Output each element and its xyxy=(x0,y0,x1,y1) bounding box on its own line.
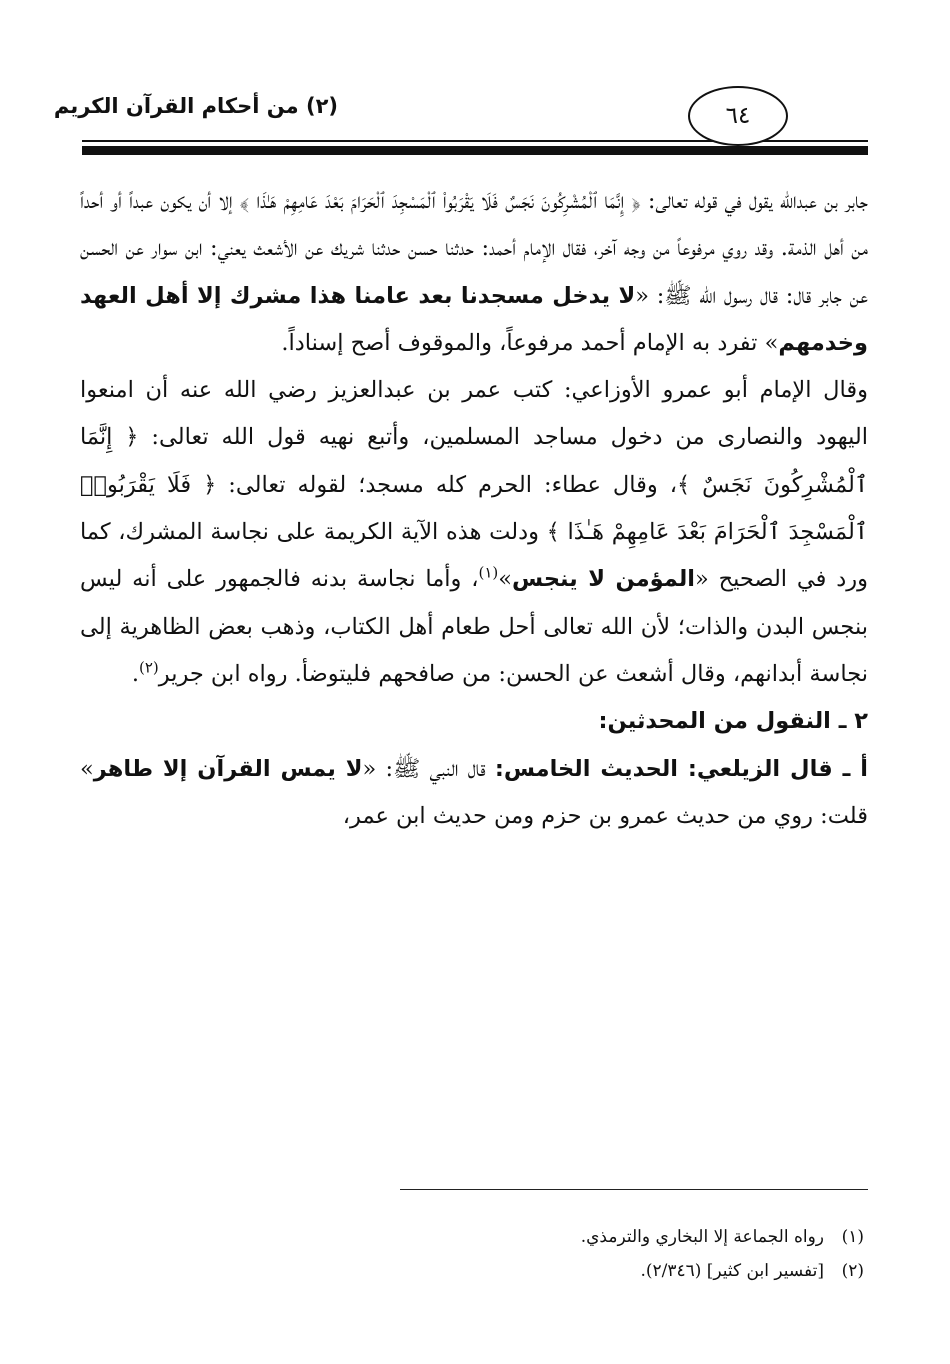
section-heading: ٢ ـ النقول من المحدثين: xyxy=(598,708,868,735)
paragraph-zaylai xyxy=(80,746,868,841)
hadith-bold: المؤمن لا ينجس xyxy=(512,566,695,593)
text-line: » xyxy=(498,566,513,593)
body-text xyxy=(80,178,868,840)
footnote-1 xyxy=(164,1220,864,1254)
footnote-number: (٢) xyxy=(841,1261,864,1281)
text-line: قال رسول الله ﷺ: « xyxy=(635,282,778,309)
footnote-number: (١) xyxy=(841,1227,864,1247)
text-line: وقال الإمام أبو عمرو الأوزاعي: كتب عمر بن عبدالعزيز رضي الله عنه أن امنعوا اليهود والنصارى من دخول مساجد المسلمين، وأتبع نهيه قول الله تعالى: ﴿ إِنَّمَا ٱلْمُشْرِكُونَ نَجَسٌ ﴾، وقال عطاء: الحرم كله مسجد؛ لقوله تعالى: ﴿ فَلَا يَقْرَبُوا۟ ٱلْمَسْجِدَ ٱلْحَرَامَ بَعْدَ عَامِهِمْ هَـٰذَا ﴾ ودلت هذه الآية الكريمة على نجاسة المشرك، كما ورد في الصحيح « xyxy=(80,377,868,593)
header-rule-thick xyxy=(82,146,868,155)
footnotes xyxy=(164,1220,864,1288)
text-line: جابر بن عبدالله يقول في قوله تعالى: ﴿ إِنَّمَا ٱلْمُشْرِكُونَ نَجَسٌ فَلَا يَقْرَبُوا۟ xyxy=(442,188,868,214)
footnote-marker[interactable]: (١) xyxy=(478,563,499,582)
paragraph-awzai xyxy=(80,367,868,698)
text-line: ٱلْمَسْجِدَ ٱلْحَرَامَ بَعْدَ عَامِهِمْ هَـٰذَا ﴾ إلا أن يكون عبداً أو أحداً من أهل xyxy=(80,188,869,262)
footnote-2 xyxy=(164,1254,864,1288)
text-line: حدثنا شريك عن الأشعث يعني: ابن سوار عن الحسن عن جابر قال: xyxy=(80,235,869,309)
text-line: الذمة. وقد روي مرفوعاً من وجه آخر، فقال الإمام أحمد: حدثنا حسن xyxy=(407,235,817,262)
footnote-marker[interactable]: (٢) xyxy=(139,658,159,677)
text-line: . xyxy=(131,660,139,687)
sub-heading-label: أ ـ قال الزيلعي: الحديث الخامس: xyxy=(494,755,868,782)
hadith-bold: لا يدخل مسجدنا بعد عامنا هذا مشرك إلا أهل العهد وخدمهم xyxy=(80,282,868,356)
paragraph-jabir xyxy=(80,178,868,367)
footnote-text: رواه الجماعة إلا البخاري والترمذي. xyxy=(580,1227,824,1247)
text-line: ، وأما نجاسة بدنه فالجمهور على أنه ليس بنجس البدن والذات؛ لأن الله تعالى أحل طعام أهل الكتاب، وذهب بعض الظاهرية إلى نجاسة أبدانهم، وقال أشعث عن الحسن: من صافحهم فليتوضأ. رواه ابن جرير xyxy=(80,566,868,687)
text-line: » تفرد به الإمام أحمد مرفوعاً، والموقوف أصح إسناداً. xyxy=(281,329,779,356)
running-title: (٢) من أحكام القرآن الكريم xyxy=(53,94,338,118)
footnote-text: [تفسير ابن كثير] (٢/٣٤٦). xyxy=(640,1261,824,1281)
footnote-separator xyxy=(400,1189,868,1190)
page-number: ٦٤ xyxy=(688,86,788,146)
text-line: قال النبي ﷺ: « xyxy=(362,755,495,782)
text-line: » قلت: روي من حديث عمرو بن حزم ومن حديث ابن عمر، xyxy=(80,755,868,829)
hadith-bold: لا يمس القرآن إلا طاهر xyxy=(93,755,363,782)
